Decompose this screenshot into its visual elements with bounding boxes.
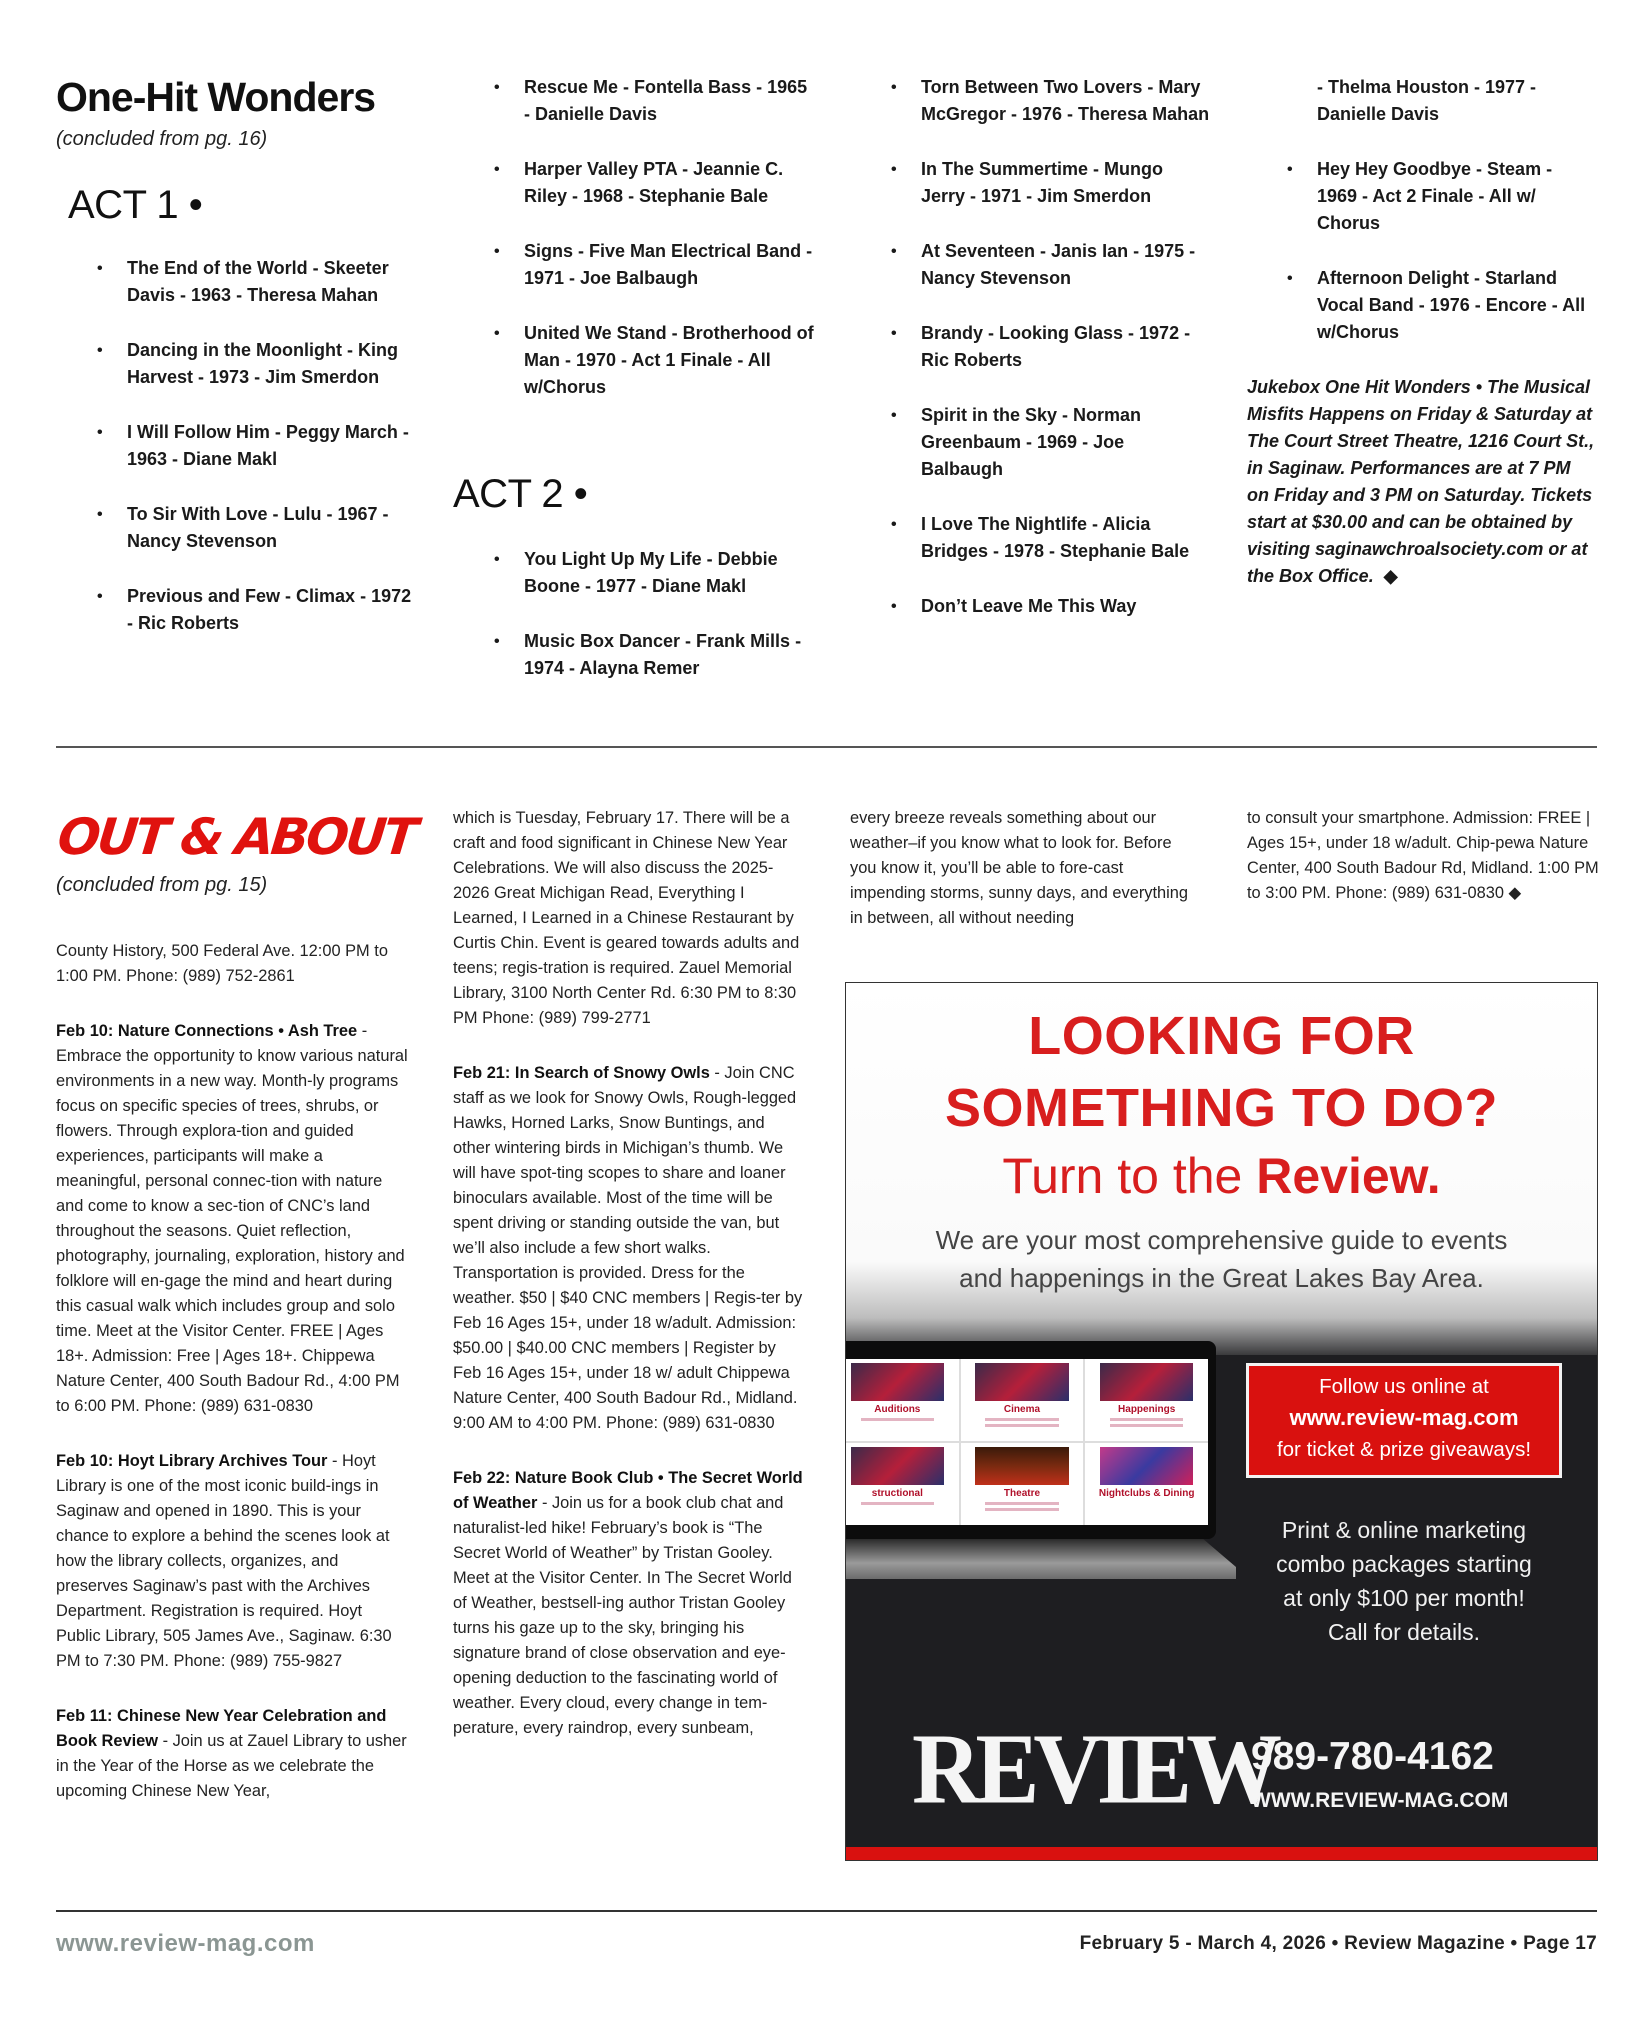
show-info-paragraph <box>1247 374 1597 590</box>
ad-turn-prefix: Turn to the <box>1002 1148 1257 1204</box>
footer-divider <box>56 1910 1597 1912</box>
event-paragraph <box>453 806 805 1031</box>
bullet: • <box>891 325 897 342</box>
ad-red-bar <box>846 1847 1597 1860</box>
section-subtitle: (concluded from pg. 15) <box>56 874 268 896</box>
section-divider <box>56 746 1597 748</box>
song-text: I Will Follow Him - Peggy March - 1963 - Diane Makl <box>127 422 409 469</box>
laptop-screen <box>845 1359 1208 1525</box>
event-text: - Hoyt Library is one of the most iconic build-ings in Saginaw and opened in 1890. This is your chance to explore a behind the scenes look at how the library collects, organizes, and preserves Saginaw’s past with the Archives Department. Registration is required. Hoyt Public Library, 505 James Ave., Saginaw. 6:30 PM to 7:30 PM. Phone: (989) 755-9827 <box>56 1452 392 1670</box>
laptop-illustration <box>846 1341 1218 1589</box>
song-item <box>494 546 814 600</box>
song-text: Music Box Dancer - Frank Mills - 1974 - Alayna Remer <box>524 631 802 678</box>
song-item <box>891 238 1211 292</box>
song-item <box>97 337 417 391</box>
section-title-out-about: OUT & ABOUT <box>54 808 418 866</box>
article-subtitle: (concluded from pg. 16) <box>56 128 268 150</box>
tile-line <box>861 1418 935 1421</box>
song-text: The End of the World - Skeeter Davis - 1963 - Theresa Mahan <box>127 258 389 305</box>
tile-photo <box>851 1447 944 1485</box>
song-text: Signs - Five Man Electrical Band - 1971 - Joe Balbaugh <box>524 241 813 288</box>
events-column-1 <box>56 939 408 1829</box>
marketing-offer <box>1236 1513 1572 1649</box>
song-item <box>891 74 1211 128</box>
event-text: which is Tuesday, February 17. There will be a craft and food significant in Chinese New Year Celebrations. We will also discuss the 2025-2026 Great Michigan Read, Everything I Learned, I Learned in a Chinese Restaurant by Curtis Chin. Event is geared towards adults and teens; regis-tration is required. Zauel Memorial Library, 3100 North Center Rd. 6:30 PM to 8:30 PM Phone: (989) 799-2771 <box>453 809 800 1027</box>
screen-tile <box>845 1359 959 1441</box>
song-item <box>494 74 814 128</box>
screen-tile <box>1085 1443 1208 1525</box>
song-item <box>891 402 1211 483</box>
bullet: • <box>891 407 897 424</box>
event-text: - Join us at Zauel Library to usher in the Year of the Horse as we celebrate the upcoming Chinese New Year, <box>56 1732 407 1800</box>
song-item <box>891 511 1211 565</box>
song-text: Spirit in the Sky - Norman Greenbaum - 1969 - Joe Balbaugh <box>921 405 1142 479</box>
tile-line <box>1110 1418 1184 1421</box>
tile-line <box>985 1418 1059 1421</box>
footer-site-link[interactable]: www.review-mag.com <box>56 1930 315 1957</box>
song-text: Don’t Leave Me This Way <box>921 596 1137 616</box>
event-text: - Join CNC staff as we look for Snowy Owls, Rough-legged Hawks, Horned Larks, Snow Buntings, and other wintering birds in Michigan’s thumb. We will have spot-ting scopes to share and loaner binoculars available. Most of the time will be spent driving or standing outside the van, but we’ll also include a few short walks. Transportation is provided. Dress for the weather. $50 | $40 CNC members | Regis-ter by Feb 16 Ages 15+, under 18 w/adult. Admission: $50.00 | $40.00 CNC members | Register by Feb 16 Ages 15+, under 18 w/ adult Chippewa Nature Center, 400 South Badour Rd., Midland. 9:00 AM to 4:00 PM. Phone: (989) 631-0830 <box>453 1064 803 1432</box>
event-text: - Join us for a book club chat and naturalist-led hike! February’s book is “The Secret World of Weather” by Tristan Gooley. Meet at the Visitor Center. In The Secret World of Weather, bestsell-ing author Tristan Gooley turns his gaze up to the sky, bringing his signature brand of close observation and eye-opening deduction to the fascinating world of weather. Every cloud, every change in tem-perature, every raindrop, every sunbeam, <box>453 1494 792 1737</box>
ad-tagline-1: We are your most comprehensive guide to events <box>935 1225 1508 1255</box>
song-continued: - Thelma Houston - 1977 - Danielle Davis <box>1317 77 1537 124</box>
song-text: You Light Up My Life - Debbie Boone - 1977 - Diane Makl <box>524 549 778 596</box>
bullet: • <box>97 588 103 605</box>
act2-song-list-col4 <box>1287 156 1597 374</box>
bullet: • <box>494 243 500 260</box>
offer-line: Call for details. <box>1327 1619 1481 1645</box>
bullet: • <box>494 551 500 568</box>
song-item <box>891 320 1211 374</box>
act2-heading: ACT 2 • <box>453 472 588 516</box>
bullet: • <box>97 506 103 523</box>
review-logo: REVIEW <box>912 1712 1277 1825</box>
song-text: United We Stand - Brotherhood of Man - 1970 - Act 1 Finale - All w/Chorus <box>524 323 814 397</box>
bullet: • <box>891 79 897 96</box>
act1-song-list-col2 <box>494 74 814 429</box>
tile-line <box>985 1502 1059 1505</box>
event-title: Feb 10: Hoyt Library Archives Tour <box>56 1452 328 1470</box>
offer-line: combo packages starting <box>1276 1551 1532 1577</box>
event-title: Feb 22: Nature Book Club • The Secret World of Weather <box>453 1469 803 1512</box>
event-text: County History, 500 Federal Ave. 12:00 PM to 1:00 PM. Phone: (989) 752-2861 <box>56 942 388 985</box>
bullet: • <box>97 342 103 359</box>
tile-label: Theatre <box>1003 1488 1041 1499</box>
song-item <box>1287 156 1597 237</box>
event-paragraph <box>453 1466 805 1741</box>
bullet: • <box>494 325 500 342</box>
tile-label: Auditions <box>874 1404 921 1415</box>
screen-tile <box>961 1359 1084 1441</box>
follow-url-link[interactable]: www.review-mag.com <box>1289 1405 1519 1430</box>
bullet: • <box>97 260 103 277</box>
act2-song-list-col3 <box>891 74 1211 648</box>
screen-tile <box>845 1443 959 1525</box>
event-text: to consult your smartphone. Admission: FREE | Ages 15+, under 18 w/adult. Chip-pewa Nature Center, 400 South Badour Rd, Midland. 1:00 PM to 3:00 PM. Phone: (989) 631-0830 ◆ <box>1247 809 1599 902</box>
offer-line: at only $100 per month! <box>1283 1585 1525 1611</box>
ad-header <box>846 983 1597 1355</box>
follow-online-box[interactable] <box>1246 1363 1562 1478</box>
song-item <box>97 583 417 637</box>
ad-phone-number[interactable]: 989-780-4162 <box>1251 1735 1494 1778</box>
bullet: • <box>1287 270 1293 287</box>
song-text: Afternoon Delight - Starland Vocal Band - 1976 - Encore - All w/Chorus <box>1317 268 1586 342</box>
tile-photo <box>851 1363 944 1401</box>
event-text: - Embrace the opportunity to know various natural environments in a new way. Month-ly programs focus on specific species of trees, shrubs, or flowers. Through explora-tion and guided experiences, participants will make a meaningful, personal connec-tion with nature and come to know a sec-tion of CNC’s land throughout the seasons. Quiet reflection, photography, journaling, exploration, history and folklore will en-gage the mind and heart during this casual walk which includes group and solo time. Meet at the Visitor Center. FREE | Ages 18+. Admission: Free | Ages 18+. Chippewa Nature Center, 400 South Badour Rd., 4:00 PM to 6:00 PM. Phone: (989) 631-0830 <box>56 1022 408 1415</box>
ad-turn-line <box>846 1147 1597 1205</box>
bullet: • <box>891 161 897 178</box>
ad-tagline-2: and happenings in the Great Lakes Bay Area. <box>959 1263 1484 1293</box>
song-item <box>494 628 814 682</box>
event-title: Feb 21: In Search of Snowy Owls <box>453 1064 710 1082</box>
tile-line <box>985 1424 1059 1427</box>
event-paragraph <box>453 1061 805 1436</box>
tile-line <box>1110 1424 1184 1427</box>
show-info-text: Jukebox One Hit Wonders • The Musical Misfits Happens on Friday & Saturday at The Court Street Theatre, 1216 Court St., in Saginaw. Performances are at 7 PM on Friday and 3 PM on Saturday. Tickets start at $30.00 and can be obtained by visiting saginawchroalsociety.com or at the Box Office. <box>1247 377 1595 586</box>
song-item <box>97 255 417 309</box>
event-title: Feb 11: Chinese New Year Celebration and Book Review <box>56 1707 387 1750</box>
article-title: One-Hit Wonders <box>56 74 376 120</box>
footer-issue-info: February 5 - March 4, 2026 • Review Magazine • Page 17 <box>1079 1933 1597 1954</box>
tile-line <box>861 1502 935 1505</box>
song-text: To Sir With Love - Lulu - 1967 - Nancy Stevenson <box>127 504 389 551</box>
ad-website-link[interactable]: WWW.REVIEW-MAG.COM <box>1251 1789 1509 1812</box>
bullet: • <box>494 161 500 178</box>
song-text: Torn Between Two Lovers - Mary McGregor - 1976 - Theresa Mahan <box>921 77 1210 124</box>
tile-label: Cinema <box>1003 1404 1041 1415</box>
events-column-4 <box>1247 806 1599 931</box>
song-text: Rescue Me - Fontella Bass - 1965 - Danielle Davis <box>524 77 808 124</box>
event-paragraph <box>56 939 408 989</box>
song-text: In The Summertime - Mungo Jerry - 1971 - Jim Smerdon <box>921 159 1164 206</box>
tile-label: Nightclubs & Dining <box>1098 1488 1195 1499</box>
follow-text-2: for ticket & prize giveaways! <box>1276 1438 1532 1461</box>
event-text: every breeze reveals something about our weather–if you know what to look for. Before you know it, you’ll be able to fore-cast impending storms, sunny days, and everything in between, all without needing <box>850 809 1189 927</box>
event-paragraph <box>56 1019 408 1419</box>
song-text: Previous and Few - Climax - 1972 - Ric Roberts <box>127 586 412 633</box>
song-item <box>97 419 417 473</box>
tile-photo <box>1100 1363 1193 1401</box>
song-item <box>494 320 814 401</box>
song-item <box>494 238 814 292</box>
bullet: • <box>1287 161 1293 178</box>
tile-photo <box>975 1447 1068 1485</box>
follow-text-1: Follow us online at <box>1319 1375 1489 1398</box>
review-advertisement[interactable] <box>845 982 1598 1861</box>
events-column-3 <box>850 806 1202 956</box>
song-text: Harper Valley PTA - Jeannie C. Riley - 1968 - Stephanie Bale <box>524 159 784 206</box>
ad-headline-1: LOOKING FOR <box>1028 1006 1415 1066</box>
song-text: Hey Hey Goodbye - Steam - 1969 - Act 2 Finale - All w/ Chorus <box>1317 159 1553 233</box>
song-item <box>891 156 1211 210</box>
screen-tile <box>1085 1359 1208 1441</box>
laptop-keyboard <box>845 1539 1236 1579</box>
tile-label: structional <box>871 1488 923 1499</box>
event-paragraph <box>56 1449 408 1674</box>
offer-line: Print & online marketing <box>1281 1517 1527 1543</box>
act1-song-list-col1 <box>97 255 417 665</box>
song-text: Brandy - Looking Glass - 1972 - Ric Roberts <box>921 323 1191 370</box>
events-column-2 <box>453 806 805 1766</box>
event-paragraph <box>56 1704 408 1804</box>
song-text: At Seventeen - Janis Ian - 1975 - Nancy Stevenson <box>921 241 1196 288</box>
song-item <box>891 593 1211 620</box>
screen-tile <box>961 1443 1084 1525</box>
act1-heading: ACT 1 • <box>68 183 203 227</box>
tile-photo <box>1100 1447 1193 1485</box>
song-item <box>1287 265 1597 346</box>
ad-headline-2: SOMETHING TO DO? <box>944 1078 1498 1138</box>
tile-label: Happenings <box>1118 1404 1176 1415</box>
tile-line <box>985 1508 1059 1511</box>
bullet: • <box>891 243 897 260</box>
ad-turn-brand: Review. <box>1256 1148 1441 1204</box>
song-text: Dancing in the Moonlight - King Harvest - 1973 - Jim Smerdon <box>127 340 398 387</box>
end-diamond-icon: ◆ <box>1383 566 1398 586</box>
song-text: I Love The Nightlife - Alicia Bridges - 1978 - Stephanie Bale <box>921 514 1190 561</box>
bullet: • <box>494 79 500 96</box>
bullet: • <box>97 424 103 441</box>
song-item <box>97 501 417 555</box>
bullet: • <box>494 633 500 650</box>
event-title: Feb 10: Nature Connections • Ash Tree <box>56 1022 358 1040</box>
song-item <box>494 156 814 210</box>
bullet: • <box>891 598 897 615</box>
act2-song-list-col2 <box>494 546 814 710</box>
bullet: • <box>891 516 897 533</box>
tile-photo <box>975 1363 1068 1401</box>
